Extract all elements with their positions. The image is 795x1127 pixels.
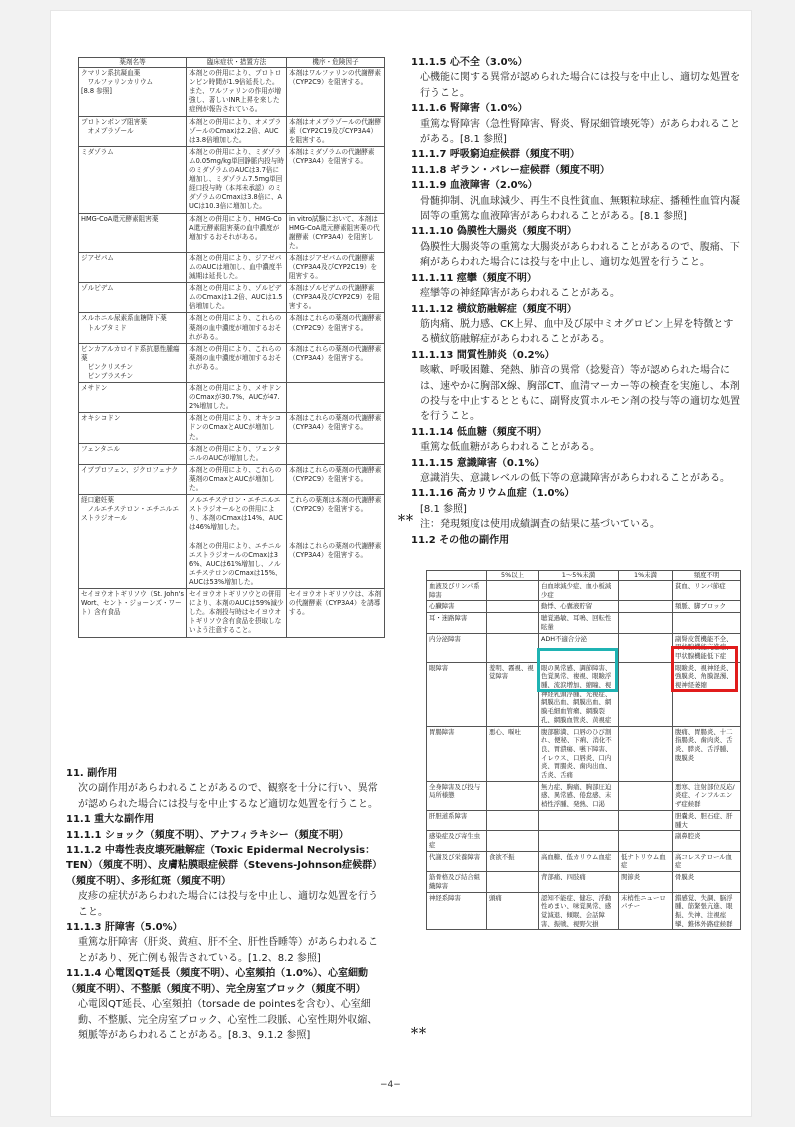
table-cell: 悪寒、注射部位反応/炎症、インフルエンザ症候群 xyxy=(673,781,741,810)
subsection-heading: 11.1.15 意識障害（0.1%） xyxy=(411,457,545,469)
table-cell: 筋骨格及び結合組織障害 xyxy=(427,872,487,892)
table-cell: フェンタニル xyxy=(79,443,187,464)
table-cell xyxy=(487,872,539,892)
table-cell: 副鼻腔炎 xyxy=(673,831,741,851)
table-row xyxy=(79,413,385,443)
table-cell: HMG-CoA還元酵素阻害薬 xyxy=(79,213,187,252)
subsection-heading: 11.1.11 痙攣（頻度不明） xyxy=(411,272,537,284)
table-row xyxy=(79,213,385,252)
table-cell: これらの薬剤は本剤の代謝酵素（CYP2C9）を阻害する。 本剤はこれらの薬剤の代謝酵素（CYP3A4）を阻害する。 xyxy=(287,495,385,589)
table-cell: 耳・迷路障害 xyxy=(427,613,487,633)
table-cell: 本剤との併用により、オキシコドンのCmaxとAUCが増加した。 xyxy=(187,413,287,443)
subsection-heading: 11.1.10 偽膜性大腸炎（頻度不明） xyxy=(411,226,577,238)
paragraph: 偽膜性大腸炎等の重篤な大腸炎があらわれることがあるので、腹痛、下痢があらわれた場合には投与を中止し、適切な処置を行うこと。 xyxy=(420,241,740,269)
table-cell: 本剤との併用により、ジアゼパムのAUCは増加し、血中濃度半減期は延長した。 xyxy=(187,252,287,282)
table-cell xyxy=(619,726,673,781)
table-cell: 本剤との併用により、ゾルピデムのCmaxは1.2倍、AUCは1.5倍増加した。 xyxy=(187,283,287,313)
table-cell xyxy=(619,613,673,633)
table-cell: 認知不能症、健忘、浮動性めまい、味覚異常、感覚減退、傾眠、会話障害、振戦、視野欠損 xyxy=(539,892,619,930)
section-heading: 11.2 その他の副作用 xyxy=(411,534,510,546)
paragraph: 心電図QT延長、心室頻拍（torsade de pointesを含む）、心室細動、不整脈、完全房室ブロック、心室性二段脈、心室性期外収縮、頻脈等があらわれることがある。[8.3、9.1.2 参照] xyxy=(78,999,378,1041)
table-cell: 頭痛 xyxy=(487,892,539,930)
table-cell: ジアゼパム xyxy=(79,252,187,282)
table-row xyxy=(427,601,741,613)
table-cell xyxy=(487,601,539,613)
table-cell: 眼の異常感、調節障害、色覚異常、複視、眼瞼浮腫、流涙増加、縮瞳、視神経乳頭浮腫、光視症、網膜出血、網膜出血、網膜毛細血管瘤、網膜裂孔、網膜血管炎、黄視症 xyxy=(539,662,619,726)
table-cell xyxy=(539,831,619,851)
table-row xyxy=(79,383,385,413)
table-cell xyxy=(487,633,539,662)
table-cell: 本剤との併用により、これらの薬剤のCmaxとAUCが増加した。 xyxy=(187,464,287,494)
table-cell: 無力症、胸痛、胸部圧迫感、異常感、倦怠感、末梢性浮腫、発熱、口渇 xyxy=(539,781,619,810)
table-cell: プロトンポンプ阻害薬 オメプラゾール xyxy=(79,116,187,146)
subsection-heading: 11.1.3 肝障害（5.0%） xyxy=(66,922,183,934)
table-row xyxy=(79,146,385,213)
column-header: 1%未満 xyxy=(619,571,673,581)
table-row xyxy=(79,68,385,116)
table-cell: 感染症及び寄生虫症 xyxy=(427,831,487,851)
table-row xyxy=(427,831,741,851)
table-cell: 経口避妊薬 ノルエチステロン・エチニルエストラジオール xyxy=(79,495,187,589)
table-cell: イブプロフェン、ジクロフェナク xyxy=(79,464,187,494)
paragraph: 重篤な腎障害（急性腎障害、腎炎、腎尿細管壊死等）があらわれることがある。[8.1 参照] xyxy=(420,118,740,146)
subsection-heading: 11.1.9 血液障害（2.0%） xyxy=(411,180,538,192)
table-cell xyxy=(487,581,539,601)
drug-interaction-table xyxy=(78,57,385,638)
table-cell xyxy=(487,831,539,851)
subsection-heading: 11.1.1 ショック（頻度不明）、アナフィラキシー（頻度不明） xyxy=(66,829,349,841)
table-row xyxy=(427,851,741,871)
table-cell: 錯感覚、失調、脳浮腫、筋緊張亢進、眼振、失神、注視痙攣、錐体外路症候群 xyxy=(673,892,741,930)
column-header: 1～5%未満 xyxy=(539,571,619,581)
table-cell xyxy=(619,781,673,810)
table-cell: 本剤との併用により、HMG-CoA還元酵素阻害薬の血中濃度が増加するおそれがある。 xyxy=(187,213,287,252)
table-cell xyxy=(619,601,673,613)
table-header-row xyxy=(427,571,741,581)
table-row xyxy=(427,581,741,601)
table-row xyxy=(79,343,385,382)
column-header: 5%以上 xyxy=(487,571,539,581)
table-cell: 胃腸障害 xyxy=(427,726,487,781)
table-cell: セイヨウオトギリソウは、本剤の代謝酵素（CYP3A4）を誘導する。 xyxy=(287,589,385,637)
table-cell xyxy=(619,831,673,851)
table-cell: 心臓障害 xyxy=(427,601,487,613)
reference: [8.1 参照] xyxy=(420,503,467,515)
viewer-background-top xyxy=(0,0,795,10)
table-cell: 腹痛、胃腸炎、十二指腸炎、歯肉炎、舌炎、膵炎、舌浮腫、腹膜炎 xyxy=(673,726,741,781)
paragraph: 重篤な低血糖があらわれることがある。 xyxy=(420,442,600,454)
table-cell: 本剤はこれらの薬剤の代謝酵素（CYP3A4）を阻害する。 xyxy=(287,413,385,443)
table-cell xyxy=(287,443,385,464)
table-cell: 本剤はミダゾラムの代謝酵素（CYP3A4）を阻害する。 xyxy=(287,146,385,213)
table-row xyxy=(427,613,741,633)
subsection-heading: 11.1.13 間質性肺炎（0.2%） xyxy=(411,349,555,361)
table-cell: ビンカアルカロイド系抗悪性腫瘍薬 ビンクリスチン ビンブラスチン xyxy=(79,343,187,382)
table-cell: 血液及びリンパ系障害 xyxy=(427,581,487,601)
table-cell: 代謝及び栄養障害 xyxy=(427,851,487,871)
table-cell xyxy=(487,781,539,810)
paragraph: 重篤な肝障害（肝炎、黄疸、肝不全、肝性昏睡等）があらわれることがあり、死亡例も報告されている。[1.2、8.2 参照] xyxy=(78,937,378,964)
other-side-effects-table xyxy=(426,570,741,930)
table-cell: 本剤との併用により、これらの薬剤の血中濃度が増加するおそれがある。 xyxy=(187,343,287,382)
table-cell: 腹部膨満、口唇のひび割れ、便秘、下痢、消化不良、胃潰瘍、嚥下障害、イレウス、口唇炎、口内炎、胃腸炎、歯肉出血、舌炎、舌痛 xyxy=(539,726,619,781)
table-row xyxy=(79,589,385,637)
table-row xyxy=(427,892,741,930)
table-cell: 末梢性ニューロパチー xyxy=(619,892,673,930)
subsection-heading: 11.1.14 低血糖（頻度不明） xyxy=(411,426,547,438)
table-row xyxy=(79,495,385,589)
table-cell: 眼瞼炎、視神経炎、強膜炎、角膜混濁、視神経萎縮 xyxy=(673,662,741,726)
table-cell: スルホニル尿素系血糖降下薬 トルブタミド xyxy=(79,313,187,343)
table-cell: ADH不適合分泌 xyxy=(539,633,619,662)
table-cell: 本剤はこれらの薬剤の代謝酵素（CYP2C9）を阻害する。 xyxy=(287,313,385,343)
table-row xyxy=(79,443,385,464)
column-header: 臨床症状・措置方法 xyxy=(187,58,287,68)
section-heading: 11. 副作用 xyxy=(66,768,118,779)
table-cell: セイヨウオトギリソウ（St. John's Wort、セント・ジョーンズ・ワート）含有食品 xyxy=(79,589,187,637)
table-cell: 本剤はオメプラゾールの代謝酵素（CYP2C19及びCYP3A4）を阻害する。 xyxy=(287,116,385,146)
paragraph: 皮疹の症状があらわれた場合には投与を中止し、適切な処置を行うこと。 xyxy=(78,891,378,918)
table-row xyxy=(79,464,385,494)
table-cell: 骨膜炎 xyxy=(673,872,741,892)
table-row xyxy=(427,726,741,781)
table-cell: ゾルピデム xyxy=(79,283,187,313)
table-cell: 本剤との併用により、ミダゾラム0.05mg/kg単回静脈内投与時のミダゾラムのAUCは3.7倍に増加し、ミダゾラム7.5mg単回経口投与時（本邦未承認）のミダゾラムのCmaxは3.8倍に、AUCは10.3倍に増加した。 xyxy=(187,146,287,213)
table-cell: ノルエチステロン・エチニルエストラジオールとの併用により、本剤のCmaxは14%、AUCは46%増加した。 本剤との併用により、エチニルエストラジオールのCmaxは36%、AUCは61%増加し、ノルエチステロンのCmaxは15%、AUCは53%増加した。 xyxy=(187,495,287,589)
paragraph: 意識消失、意識レベルの低下等の意識障害があらわれることがある。 xyxy=(420,472,730,484)
table-cell: 本剤との併用により、メサドンのCmaxが30.7%、AUCが47.2%増加した。 xyxy=(187,383,287,413)
table-cell xyxy=(287,383,385,413)
table-header-row xyxy=(79,58,385,68)
table-cell: 本剤はこれらの薬剤の代謝酵素（CYP2C9）を阻害する。 xyxy=(287,464,385,494)
subsection-heading: 11.1.16 高カリウム血症（1.0%） xyxy=(411,488,575,500)
highlight-box-red xyxy=(671,646,738,692)
table-cell xyxy=(619,810,673,830)
subsection-heading: 11.1.8 ギラン・バレー症候群（頻度不明） xyxy=(411,164,610,176)
side-effects-rows xyxy=(427,581,741,930)
table-row xyxy=(427,872,741,892)
table-row xyxy=(79,283,385,313)
table-row xyxy=(79,313,385,343)
table-cell: 関節炎 xyxy=(619,872,673,892)
table-cell: 本剤はジアゼパムの代謝酵素（CYP3A4及びCYP2C19）を阻害する。 xyxy=(287,252,385,282)
drug-interaction-rows xyxy=(79,68,385,637)
table-cell: 肝胆道系障害 xyxy=(427,810,487,830)
table-cell: 高コレステロール血症 xyxy=(673,851,741,871)
table-cell: 本剤はゾルピデムの代謝酵素（CYP3A4及びCYP2C9）を阻害する。 xyxy=(287,283,385,313)
viewer-background-right xyxy=(752,0,795,1127)
revision-mark: ＊＊ xyxy=(397,514,414,524)
subsection-heading: 11.1.6 腎障害（1.0%） xyxy=(411,103,528,115)
table-cell: 動悸、心囊液貯留 xyxy=(539,601,619,613)
paragraph: 痙攣等の神経障害があらわれることがある。 xyxy=(420,288,620,300)
column-header: 機序・危険因子 xyxy=(287,58,385,68)
serious-adverse-reactions-continued xyxy=(411,55,741,548)
viewer-background-bottom xyxy=(0,1117,795,1127)
column-header xyxy=(427,571,487,581)
table-cell: 胆嚢炎、胆石症、肝腫大 xyxy=(673,810,741,830)
table-cell: 羞明、霧視、視覚障害 xyxy=(487,662,539,726)
section-heading: 11.1 重大な副作用 xyxy=(66,814,155,826)
table-cell: 本剤との併用により、プロトロンビン時間が1.9倍延長した。また、ワルファリンの作用が増強し、著しいINR上昇を来した症例が報告されている。 xyxy=(187,68,287,116)
table-cell: 低ナトリウム血症 xyxy=(619,851,673,871)
table-row xyxy=(79,252,385,282)
table-cell: 副腎皮質機能不全、甲状腺機能亢進症、甲状腺機能低下症 xyxy=(673,633,741,662)
table-cell: 内分泌障害 xyxy=(427,633,487,662)
table-cell xyxy=(619,662,673,726)
table-cell: 背部痛、四肢痛 xyxy=(539,872,619,892)
table-cell: 本剤との併用により、これらの薬剤の血中濃度が増加するおそれがある。 xyxy=(187,313,287,343)
table-cell: ミダゾラム xyxy=(79,146,187,213)
table-cell: 本剤との併用により、オメプラゾールのCmaxは2.2倍、AUCは3.8倍増加した。 xyxy=(187,116,287,146)
table-cell: セイヨウオトギリソウとの併用により、本剤のAUCは59%減少した。本剤投与時はセイヨウオトギリソウ含有食品を摂取しないよう注意すること。 xyxy=(187,589,287,637)
table-cell: 眼障害 xyxy=(427,662,487,726)
table-cell: 貧血、リンパ節症 xyxy=(673,581,741,601)
table-cell xyxy=(487,613,539,633)
table-cell: in vitro試験において、本剤はHMG-CoA還元酵素阻害薬の代謝酵素（CYP3A4）を阻害した。 xyxy=(287,213,385,252)
note: 注：発現頻度は使用成績調査の結果に基づいている。 xyxy=(420,519,660,531)
table-cell: オキシコドン xyxy=(79,413,187,443)
revision-mark: ＊＊ xyxy=(410,1027,427,1037)
table-row xyxy=(427,810,741,830)
subsection-heading: 11.1.4 心電図QT延長（頻度不明）、心室頻拍（1.0%）、心室細動（頻度不明）、不整脈（頻度不明）、完全房室ブロック（頻度不明） xyxy=(66,968,368,995)
table-cell: 神経系障害 xyxy=(427,892,487,930)
paragraph: 骨髄抑制、汎血球減少、再生不良性貧血、無顆粒球症、播種性血管内凝固等の重篤な血液障害があらわれることがある。[8.1 参照] xyxy=(420,195,740,223)
column-header: 薬剤名等 xyxy=(79,58,187,68)
page-number: −4− xyxy=(380,1080,401,1090)
paragraph: 心機能に関する異常が認められた場合には投与を中止し、適切な処置を行うこと。 xyxy=(420,72,740,99)
subsection-heading: 11.1.5 心不全（3.0%） xyxy=(411,57,528,68)
table-cell xyxy=(619,581,673,601)
table-cell: 本剤との併用により、フェンタニルのAUCが増加した。 xyxy=(187,443,287,464)
viewer-background-left xyxy=(0,0,50,1127)
table-cell: 白血球減少症、血小板減少症 xyxy=(539,581,619,601)
table-cell: 頻脈、脚ブロック xyxy=(673,601,741,613)
table-cell: 聴覚過敏、耳鳴、回転性眩暈 xyxy=(539,613,619,633)
table-cell: メサドン xyxy=(79,383,187,413)
highlight-box-teal xyxy=(537,648,618,692)
subsection-heading: 11.1.7 呼吸窮迫症候群（頻度不明） xyxy=(411,149,580,161)
table-cell: 悪心、嘔吐 xyxy=(487,726,539,781)
table-cell: クマリン系抗凝血薬 ワルファリンカリウム [8.8 参照] xyxy=(79,68,187,116)
paragraph: 咳嗽、呼吸困難、発熱、肺音の異常（捻髪音）等が認められた場合には、速やかに胸部X線、胸部CT、血清マーカー等の検査を実施し、本剤の投与を中止するとともに、副腎皮質ホルモン剤の投与等の適切な処置を行うこと。 xyxy=(420,365,740,423)
table-cell xyxy=(539,810,619,830)
table-cell: 本剤はワルファリンの代謝酵素（CYP2C9）を阻害する。 xyxy=(287,68,385,116)
column-header: 頻度不明 xyxy=(673,571,741,581)
table-cell xyxy=(619,633,673,662)
table-cell xyxy=(673,613,741,633)
table-cell xyxy=(487,810,539,830)
table-row xyxy=(79,116,385,146)
table-cell: 本剤はこれらの薬剤の代謝酵素（CYP3A4）を阻害する。 xyxy=(287,343,385,382)
table-row xyxy=(427,781,741,810)
table-cell: 全身障害及び投与局所様態 xyxy=(427,781,487,810)
table-cell: 食欲不振 xyxy=(487,851,539,871)
subsection-heading: 11.1.2 中毒性表皮壊死融解症（Toxic Epidermal Necrolysis：TEN）（頻度不明）、皮膚粘膜眼症候群（Stevens-Johnson症候群）（頻度不明）、多形紅斑（頻度不明） xyxy=(66,845,383,887)
paragraph: 次の副作用があらわれることがあるので、観察を十分に行い、異常が認められた場合には投与を中止するなど適切な処置を行うこと。 xyxy=(78,783,378,810)
table-cell: 高血糖、低カリウム血症 xyxy=(539,851,619,871)
adverse-reactions-section xyxy=(66,766,386,1043)
subsection-heading: 11.1.12 横紋筋融解症（頻度不明） xyxy=(411,303,577,315)
paragraph: 筋肉痛、脱力感、CK上昇、血中及び尿中ミオグロビン上昇を特徴とする横紋筋融解症があらわれることがある。 xyxy=(420,318,734,346)
